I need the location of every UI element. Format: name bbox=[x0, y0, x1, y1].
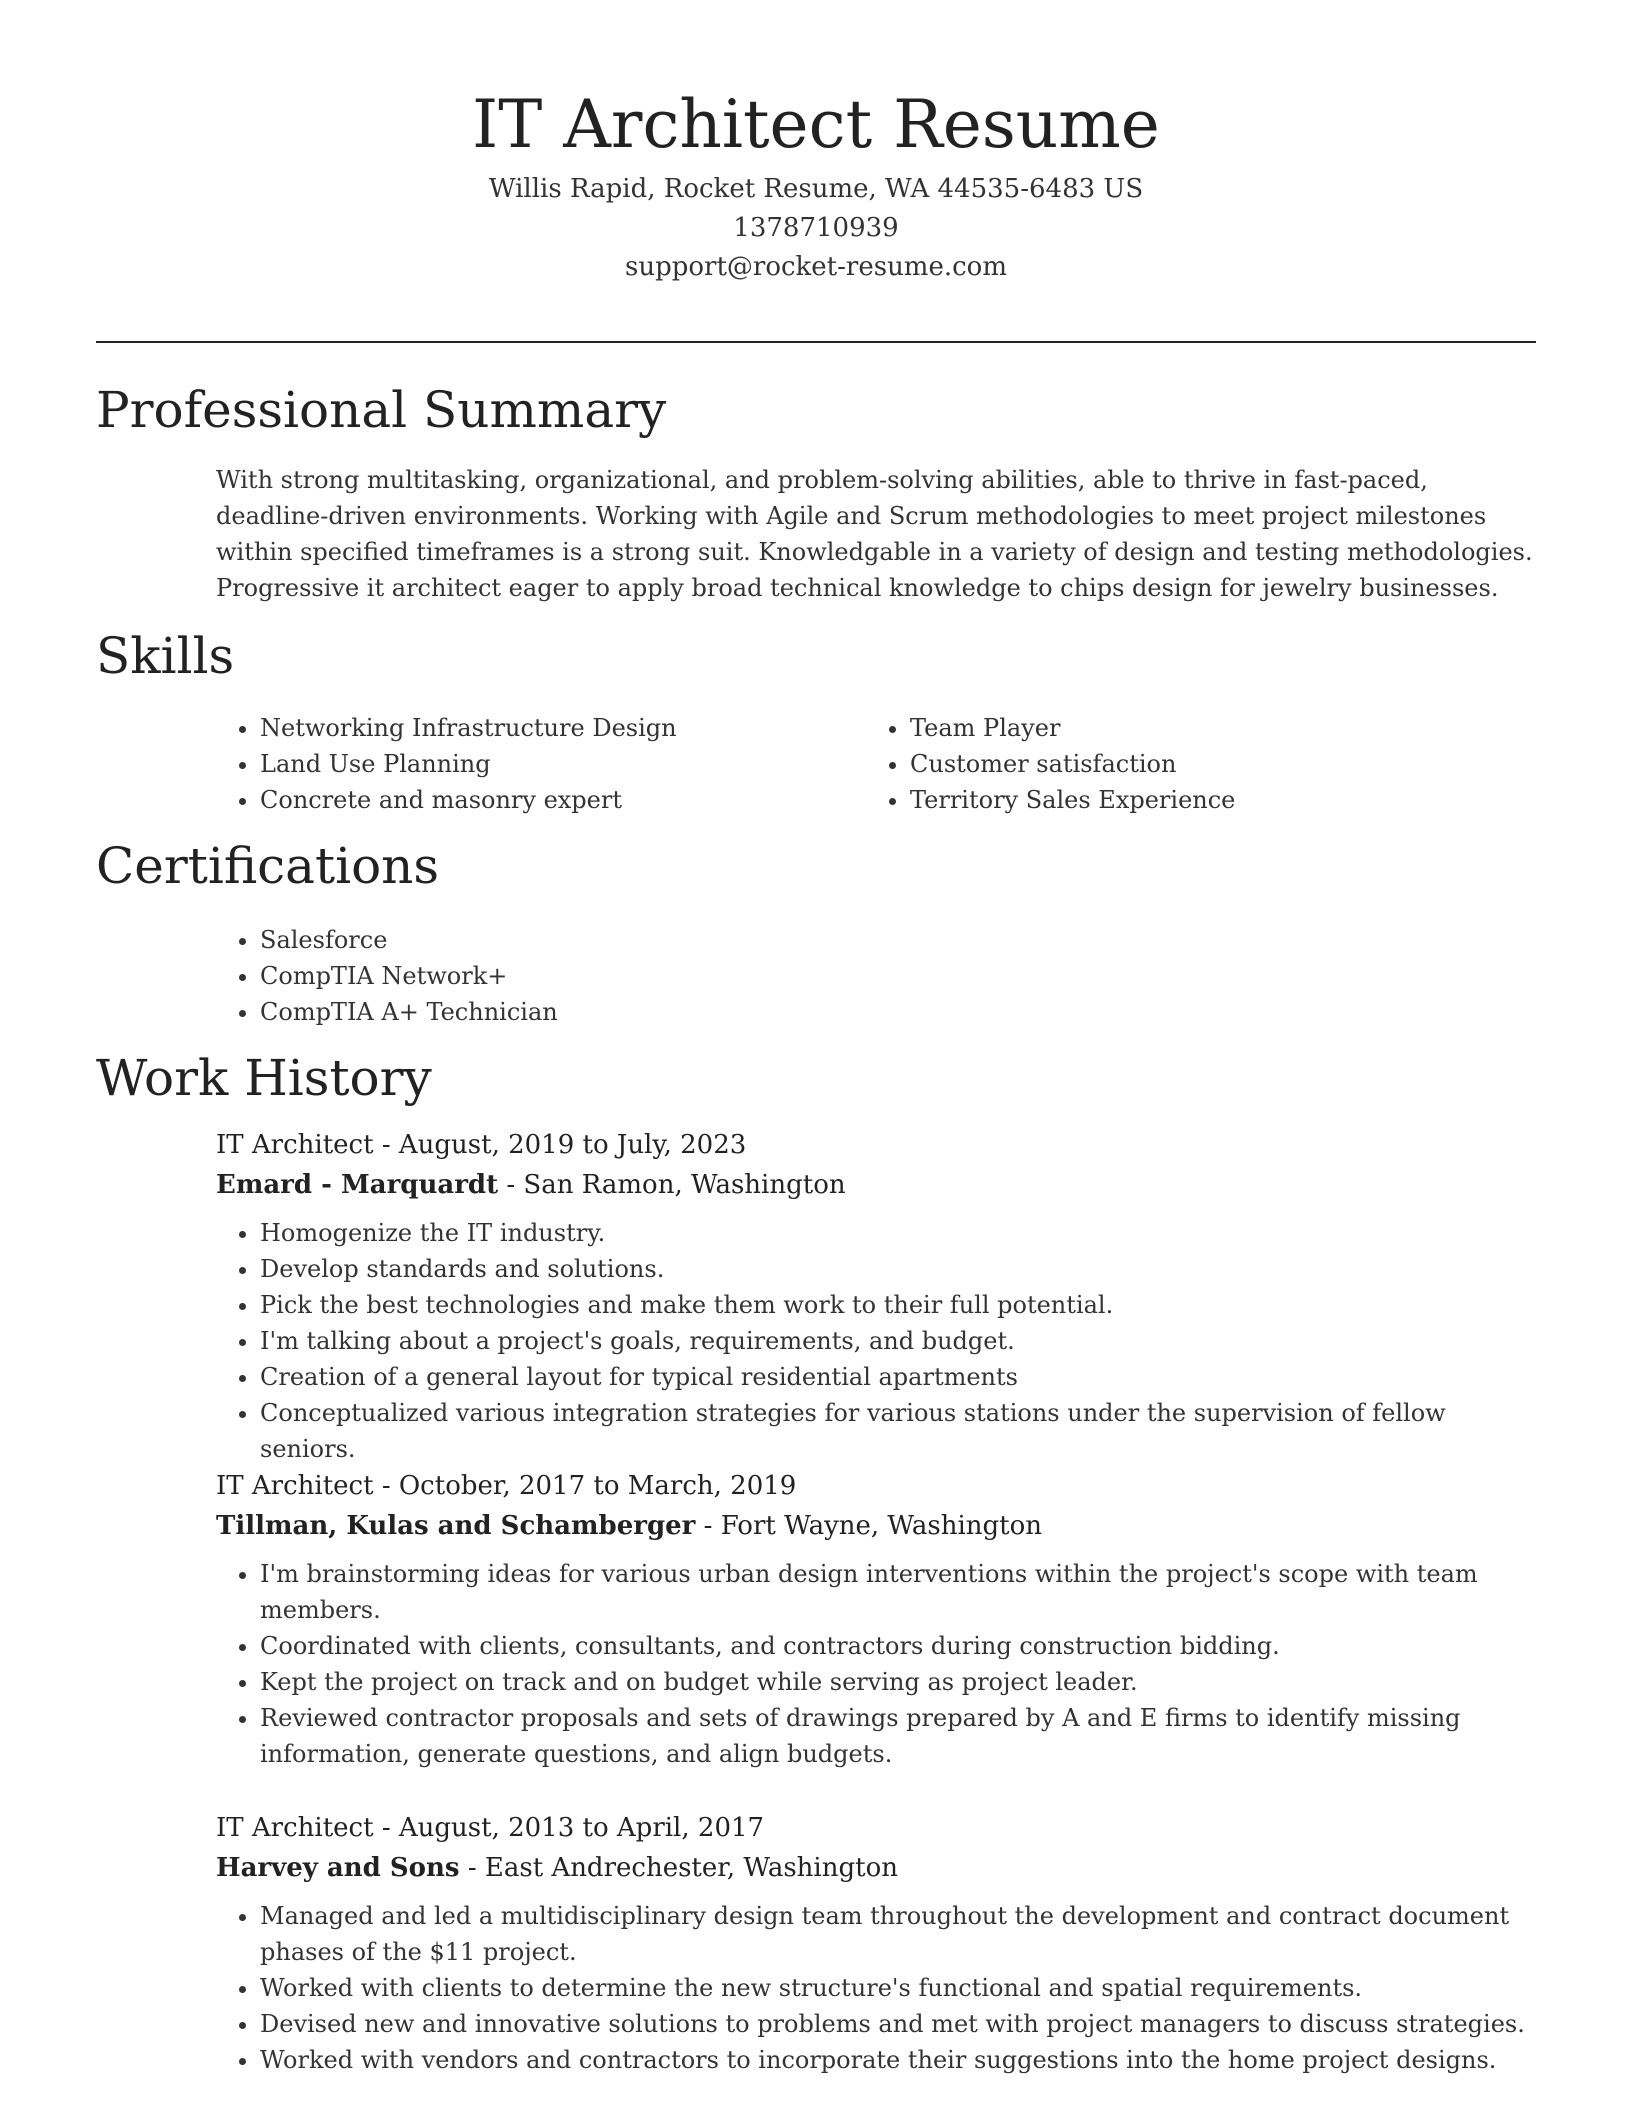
skills-heading: Skills bbox=[96, 627, 235, 685]
job-bullet: • Kept the project on track and on budget while serving as project leader. bbox=[260, 1664, 1546, 1700]
header-divider bbox=[96, 341, 1536, 343]
job-bullet: • I'm talking about a project's goals, requirements, and budget. bbox=[260, 1323, 1546, 1359]
job-employer bbox=[216, 1848, 1546, 1888]
resume-title: IT Architect Resume bbox=[472, 86, 1160, 163]
skill-item: • Networking Infrastructure Design bbox=[260, 710, 866, 746]
work-history-heading: Work History bbox=[96, 1049, 432, 1107]
job-entry bbox=[216, 1125, 1546, 1467]
job-bullet: • I'm brainstorming ideas for various urban design interventions within the project's scope with team members. bbox=[260, 1556, 1546, 1628]
job-bullet: • Managed and led a multidisciplinary design team throughout the development and contract document phases of the $11 project. bbox=[260, 1898, 1546, 1970]
contact-block bbox=[0, 170, 1632, 287]
resume-header bbox=[0, 80, 1632, 287]
job-employer bbox=[216, 1506, 1546, 1546]
skill-item: • Territory Sales Experience bbox=[910, 782, 1516, 818]
job-title-dates: IT Architect - August, 2013 to April, 2017 bbox=[216, 1813, 765, 1843]
job-title-dates: IT Architect - October, 2017 to March, 2019 bbox=[216, 1471, 797, 1501]
summary-heading: Professional Summary bbox=[96, 381, 667, 439]
contact-address: Willis Rapid, Rocket Resume, WA 44535-6483 US bbox=[488, 174, 1144, 204]
job-bullet: • Develop standards and solutions. bbox=[260, 1251, 1546, 1287]
skill-item: • Team Player bbox=[910, 710, 1516, 746]
certification-item: • Salesforce bbox=[260, 922, 1416, 958]
job-bullet: • Devised new and innovative solutions to problems and met with project managers to discuss strategies. bbox=[260, 2006, 1546, 2042]
certification-item: • CompTIA A+ Technician bbox=[260, 994, 1416, 1030]
job-employer bbox=[216, 1165, 1546, 1205]
skills-list bbox=[216, 710, 1526, 818]
job-bullet: • Conceptualized various integration strategies for various stations under the supervision of fellow seniors. bbox=[260, 1395, 1546, 1467]
contact-phone: 1378710939 bbox=[733, 213, 899, 243]
job-location: - Fort Wayne, Washington bbox=[695, 1511, 1043, 1541]
skills-column-left bbox=[216, 710, 866, 818]
job-entry bbox=[216, 1808, 1546, 2078]
job-company: Tillman, Kulas and Schamberger bbox=[216, 1511, 696, 1541]
job-bullets bbox=[216, 1556, 1546, 1772]
job-bullet: • Reviewed contractor proposals and sets of drawings prepared by A and E firms to identify missing information, generate questions, and align budgets. bbox=[260, 1700, 1546, 1772]
job-bullets bbox=[216, 1215, 1546, 1467]
certification-item: • CompTIA Network+ bbox=[260, 958, 1416, 994]
skill-item: • Customer satisfaction bbox=[910, 746, 1516, 782]
certifications-heading: Certifications bbox=[96, 837, 440, 895]
job-bullet: • Coordinated with clients, consultants, and contractors during construction bidding. bbox=[260, 1628, 1546, 1664]
job-company: Emard - Marquardt bbox=[216, 1170, 499, 1200]
job-bullets bbox=[216, 1898, 1546, 2078]
job-bullet: • Homogenize the IT industry. bbox=[260, 1215, 1546, 1251]
certifications-list bbox=[216, 922, 1416, 1030]
job-bullet: • Worked with vendors and contractors to incorporate their suggestions into the home project designs. bbox=[260, 2042, 1546, 2078]
job-entry bbox=[216, 1466, 1546, 1772]
job-location: - San Ramon, Washington bbox=[498, 1170, 846, 1200]
job-bullet: • Pick the best technologies and make them work to their full potential. bbox=[260, 1287, 1546, 1323]
skill-item: • Land Use Planning bbox=[260, 746, 866, 782]
summary-text: With strong multitasking, organizational, and problem-solving abilities, able to thrive in fast-paced, deadline-driven environments. Working with Agile and Scrum methodologies to meet project milestones within specified timeframes is a strong suit. Knowledgable in a variety of design and testing methodologies. Progressive it architect eager to apply broad technical knowledge to chips design for jewelry businesses. bbox=[216, 466, 1533, 602]
job-location: - East Andrechester, Washington bbox=[459, 1853, 898, 1883]
job-company: Harvey and Sons bbox=[216, 1853, 460, 1883]
skills-column-right bbox=[866, 710, 1516, 818]
job-bullet: • Worked with clients to determine the new structure's functional and spatial requirements. bbox=[260, 1970, 1546, 2006]
contact-email: support@rocket-resume.com bbox=[624, 252, 1007, 282]
skill-item: • Concrete and masonry expert bbox=[260, 782, 866, 818]
job-title-dates: IT Architect - August, 2019 to July, 2023 bbox=[216, 1130, 747, 1160]
job-bullet: • Creation of a general layout for typical residential apartments bbox=[260, 1359, 1546, 1395]
